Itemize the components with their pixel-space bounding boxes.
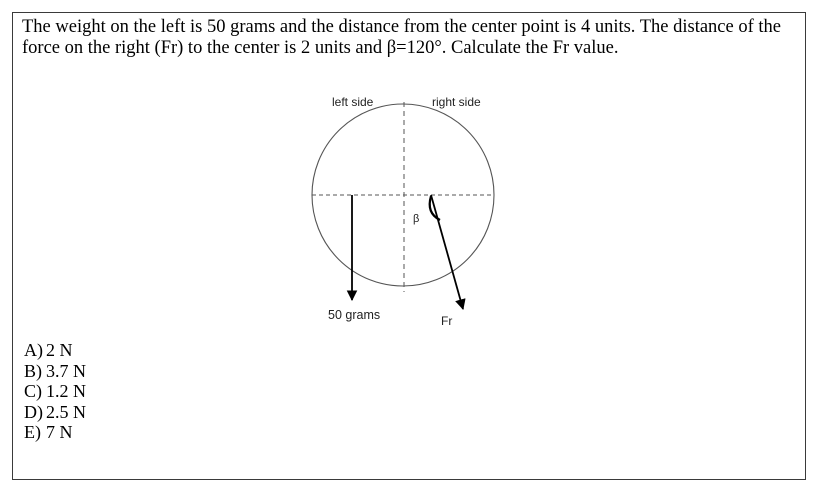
choice-letter: E) [24, 422, 41, 442]
beta-label: β [413, 213, 420, 225]
choice-e[interactable] [24, 422, 86, 443]
choice-letter: D) [24, 401, 43, 422]
choice-letter: B) [24, 360, 42, 381]
answer-choices [24, 340, 86, 443]
choice-text: 2 N [46, 340, 73, 360]
choice-text: 3.7 N [46, 360, 86, 381]
question-text: The weight on the left is 50 grams and the distance from the center point is 4 units. The distance of the force on the right (Fr) to the center is 2 units and β=120°. Calculate the Fr value. [22, 17, 781, 58]
force-label: Fr [441, 314, 453, 328]
choice-text: 2.5 N [46, 401, 86, 422]
choice-b[interactable] [24, 361, 86, 382]
left-side-label: left side [332, 95, 374, 109]
choice-a[interactable] [24, 340, 86, 361]
weight-label: 50 grams [328, 308, 381, 322]
choice-text: 1.2 N [46, 381, 86, 401]
choice-c[interactable] [24, 381, 86, 402]
right-side-label: right side [432, 95, 481, 109]
choice-letter: C) [24, 381, 42, 401]
choice-text: 7 N [46, 422, 73, 442]
choice-d[interactable] [24, 402, 86, 423]
choice-letter: A) [24, 340, 43, 360]
force-arrow [431, 195, 463, 309]
